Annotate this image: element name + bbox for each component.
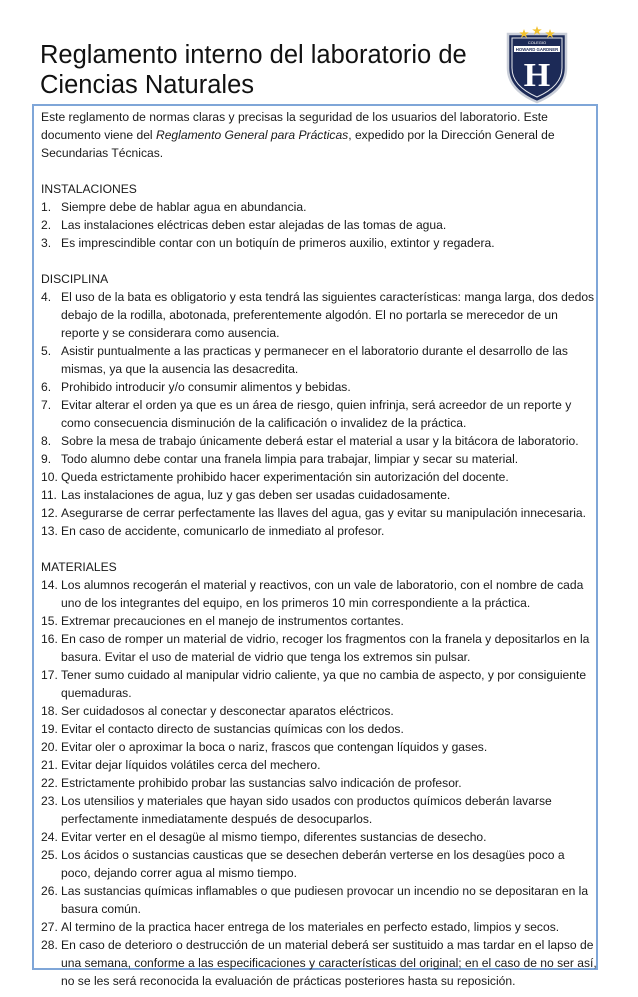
rule-text: Las sustancias químicas inflamables o que pudiesen provocar un incendio no se depositaran en la basura común. [61,884,589,916]
rule-number: 3. [41,236,52,250]
rule-text: En caso de romper un material de vidrio, recoger los fragmentos con la franela y depositarlos en la basura. Evitar el uso de material de vidrio que tenga los extremos sin pulsar. [61,632,590,664]
rule-text: Asistir puntualmente a las practicas y permanecer en el laboratorio durante el desarrollo de las mismas, ya que la ausencia las desacredita. [61,344,568,376]
rule-number: 14. [41,578,58,592]
page-title: Reglamento interno del laboratorio de Ciencias Naturales [40,41,467,99]
rule-text: Prohibido introducir y/o consumir alimentos y bebidas. [61,380,351,394]
rule-number: 4. [41,290,52,304]
rule-item [41,720,597,738]
rule-number: 9. [41,452,52,466]
rule-item [41,828,597,846]
rule-number: 2. [41,218,52,232]
rule-item [41,468,597,486]
rule-item [41,792,597,828]
section-title: MATERIALES [41,560,117,574]
rule-item [41,378,597,396]
rule-number: 19. [41,722,58,736]
rule-text: Todo alumno debe contar una franela limpia para trabajar, limpiar y secar su material. [61,452,519,466]
rule-text: En caso de deterioro o destrucción de un material deberá ser sustituido a mas tardar en el lapso de una semana, conforme a las especificaciones y características del original; en el caso de no ser así, no se les será reconocida la evaluación de prácticas posteriores hasta su reposición. [61,938,597,988]
rule-item [41,198,597,216]
school-crest-logo [502,24,572,104]
rule-item [41,576,597,612]
section-title: DISCIPLINA [41,272,109,286]
rule-text: Los ácidos o sustancias causticas que se desechen deberán verterse en los desagües poco a poco, dejando correr agua al mismo tiempo. [61,848,565,880]
rule-item [41,216,597,234]
rule-number: 20. [41,740,58,754]
rule-item [41,756,597,774]
rule-text: Evitar oler o aproximar la boca o nariz, frascos que contengan líquidos y gases. [61,740,488,754]
rule-item [41,846,597,882]
rule-text: El uso de la bata es obligatorio y esta tendrá las siguientes características: manga larga, dos dedos debajo de la rodilla, abotonada, preferentemente algodón. El no portarla se merecedor de un reporte y se considerara como ausencia. [61,290,595,340]
rule-number: 5. [41,344,52,358]
rule-item [41,630,597,666]
rule-item [41,774,597,792]
rule-number: 27. [41,920,58,934]
rule-item [41,522,597,540]
rule-item [41,432,597,450]
rule-item [41,342,597,378]
rule-item [41,612,597,630]
rule-list [41,288,597,540]
crest-school-name: HOWARD GARDNER [515,46,559,52]
rule-text: Las instalaciones eléctricas deben estar alejadas de las tomas de agua. [61,218,447,232]
rule-text: Ser cuidadosos al conectar y desconectar aparatos eléctricos. [61,704,394,718]
rule-item [41,504,597,522]
rule-text: Evitar verter en el desagüe al mismo tiempo, diferentes sustancias de desecho. [61,830,487,844]
rule-text: Las instalaciones de agua, luz y gas deben ser usadas cuidadosamente. [61,488,451,502]
rule-sections [41,180,597,990]
rule-text: Los alumnos recogerán el material y reactivos, con un vale de laboratorio, con el nombre de cada uno de los integrantes del equipo, en los primeros 10 min correspondiente a la práctica. [61,578,584,610]
rule-text: Al termino de la practica hacer entrega de los materiales en perfecto estado, limpios y secos. [61,920,560,934]
rule-item [41,918,597,936]
rule-number: 24. [41,830,58,844]
rule-item [41,234,597,252]
rule-number: 21. [41,758,58,772]
intro-text-after: , expedido por la Dirección General de Secundarias Técnicas. [41,128,555,160]
rule-number: 8. [41,434,52,448]
rule-text: Tener sumo cuidado al manipular vidrio caliente, ya que no cambia de aspecto, y por consiguiente quemaduras. [61,668,587,700]
rule-number: 1. [41,200,52,214]
rule-number: 28. [41,938,58,952]
rule-number: 13. [41,524,58,538]
rule-number: 16. [41,632,58,646]
rule-item [41,288,597,342]
rule-number: 26. [41,884,58,898]
rule-text: Asegurarse de cerrar perfectamente las llaves del agua, gas y evitar su manipulación innecesaria. [61,506,587,520]
rule-text: Estrictamente prohibido probar las sustancias salvo indicación de profesor. [61,776,462,790]
rule-text: Siempre debe de hablar agua en abundancia. [61,200,307,214]
rule-number: 17. [41,668,58,682]
rule-number: 10. [41,470,58,484]
rule-item [41,486,597,504]
rule-item [41,738,597,756]
rules-content [41,108,597,990]
rule-number: 25. [41,848,58,862]
rule-number: 6. [41,380,52,394]
rule-item [41,702,597,720]
rule-text: Queda estrictamente prohibido hacer experimentación sin autorización del docente. [61,470,509,484]
rule-text: Evitar alterar el orden ya que es un área de riesgo, quien infrinja, será acreedor de un reporte y como consecuencia disminución de la calificación o invalidez de la práctica. [61,398,572,430]
rule-number: 15. [41,614,58,628]
rule-item [41,936,597,990]
rule-number: 23. [41,794,58,808]
rule-text: Evitar dejar líquidos volátiles cerca del mechero. [61,758,321,772]
rule-number: 11. [41,488,57,502]
rule-text: Sobre la mesa de trabajo únicamente deberá estar el material a usar y la bitácora de laboratorio. [61,434,579,448]
rule-item [41,882,597,918]
rule-item [41,450,597,468]
rule-text: En caso de accidente, comunicarlo de inmediato al profesor. [61,524,385,538]
rule-number: 22. [41,776,58,790]
crest-letter: H [523,57,551,94]
rule-text: Extremar precauciones en el manejo de instrumentos cortantes. [61,614,404,628]
intro-paragraph [41,108,597,162]
rule-item [41,666,597,702]
rule-number: 18. [41,704,58,718]
rule-number: 12. [41,506,58,520]
intro-text-before: Este reglamento de normas claras y precisas la seguridad de los usuarios del laboratorio. Este documento viene del [41,110,548,142]
rule-number: 7. [41,398,52,412]
section-title: INSTALACIONES [41,182,137,196]
rule-text: Evitar el contacto directo de sustancias químicas con los dedos. [61,722,404,736]
intro-emphasis: Reglamento General para Prácticas [155,128,349,142]
crest-top-text: COLEGIO [527,40,547,45]
rule-list [41,198,597,252]
rule-text: Los utensilios y materiales que hayan sido usados con productos químicos deberán lavarse perfectamente inmediatamente después de desocuparlos. [61,794,552,826]
rule-text: Es imprescindible contar con un botiquín de primeros auxilio, extintor y regadera. [61,236,495,250]
rule-item [41,396,597,432]
rule-list [41,576,597,990]
